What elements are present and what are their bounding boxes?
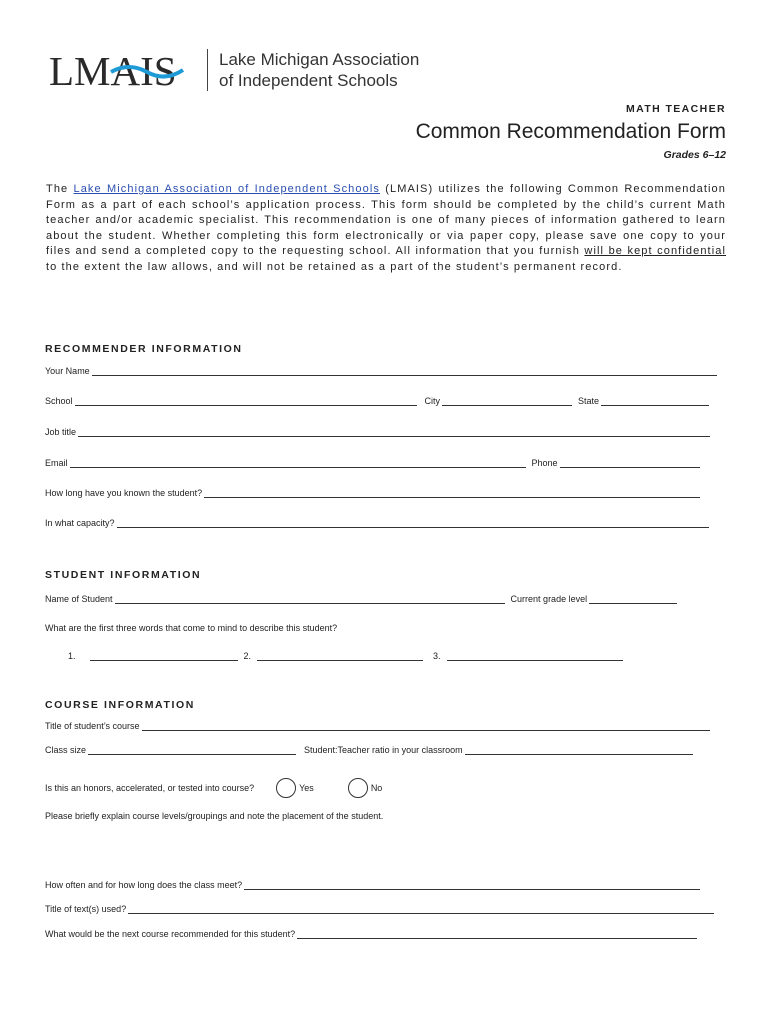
logo-line-1: Lake Michigan Association — [219, 50, 420, 69]
subject-label: MATH TEACHER — [625, 103, 726, 115]
logo-divider — [207, 49, 208, 91]
phone-field[interactable] — [560, 458, 700, 468]
how-often-field[interactable] — [244, 880, 700, 890]
explain-label: Please briefly explain course levels/groupings and note the placement of the student. — [45, 811, 384, 821]
honors-yes-radio[interactable] — [276, 778, 296, 798]
email-label: Email — [45, 458, 68, 468]
honors-yes-label: Yes — [299, 783, 314, 793]
explain-answer-area[interactable] — [45, 828, 725, 872]
capacity-field[interactable] — [117, 518, 709, 528]
class-size-field[interactable] — [88, 745, 296, 755]
honors-no-radio[interactable] — [348, 778, 368, 798]
how-long-row — [45, 488, 725, 498]
course-title-row — [45, 721, 725, 731]
texts-field[interactable] — [128, 904, 714, 914]
logo-text — [219, 49, 419, 91]
school-row — [45, 396, 725, 406]
student-name-label: Name of Student — [45, 594, 113, 604]
course-heading: COURSE INFORMATION — [45, 699, 195, 711]
class-size-label: Class size — [45, 745, 87, 755]
lmais-link[interactable]: Lake Michigan Association of Independent Schools — [73, 183, 380, 195]
school-label: School — [45, 396, 73, 406]
how-often-label: How often and for how long does the class meet? — [45, 880, 243, 890]
capacity-row — [45, 518, 725, 528]
logo-mark-text: LMAIS — [49, 48, 177, 94]
intro-text-2: (LMAIS) utilizes the following Common Recommendation Form as a part of each school’s application process. This form should be completed by the child’s current Math teacher and/or academic specialist. This recommendation is one of many pieces of information gathered to learn about the student. Whether completing this form electronically or via paper copy, please save one copy to your files and send a completed copy to the requesting school. All information that you furnish — [46, 183, 726, 257]
explain-row — [45, 811, 725, 821]
state-label: State — [578, 396, 600, 406]
word-3-field[interactable] — [447, 651, 623, 661]
email-field[interactable] — [70, 458, 526, 468]
next-course-field[interactable] — [297, 929, 697, 939]
student-heading: STUDENT INFORMATION — [45, 569, 202, 581]
texts-row — [45, 904, 725, 914]
student-name-row — [45, 594, 725, 604]
your-name-row — [45, 366, 725, 376]
honors-no-label: No — [370, 783, 383, 793]
how-long-label: How long have you known the student? — [45, 488, 203, 498]
job-title-field[interactable] — [78, 427, 710, 437]
logo-wave-icon — [49, 50, 197, 92]
honors-question: Is this an honors, accelerated, or tested into course? — [45, 783, 255, 793]
word-2-number: 2. — [243, 651, 252, 661]
your-name-label: Your Name — [45, 366, 90, 376]
grades-label: Grades 6–12 — [663, 149, 726, 161]
intro-text-1: The — [46, 183, 74, 195]
intro-paragraph — [46, 182, 726, 275]
texts-label: Title of text(s) used? — [45, 904, 127, 914]
ratio-label: Student:Teacher ratio in your classroom — [304, 745, 463, 755]
word-1-field[interactable] — [90, 651, 238, 661]
job-title-row — [45, 427, 725, 437]
lmais-logo — [49, 50, 197, 92]
city-label: City — [424, 396, 441, 406]
next-course-label: What would be the next course recommended for this student? — [45, 929, 296, 939]
class-size-row — [45, 745, 725, 755]
word-3-number: 3. — [433, 651, 441, 661]
three-words-fields — [68, 651, 688, 661]
school-field[interactable] — [75, 396, 417, 406]
three-words-label: What are the first three words that come to mind to describe this student? — [45, 623, 338, 633]
intro-confidential: will be kept confidential — [584, 245, 726, 257]
job-title-label: Job title — [45, 427, 77, 437]
three-words-row — [45, 623, 725, 633]
city-field[interactable] — [442, 396, 572, 406]
intro-text-3: to the extent the law allows, and will not be retained as a part of the student’s permanent record. — [46, 260, 623, 273]
honors-row — [45, 776, 725, 800]
your-name-field[interactable] — [92, 366, 717, 376]
grade-level-field[interactable] — [589, 594, 677, 604]
course-title-label: Title of student’s course — [45, 721, 140, 731]
ratio-field[interactable] — [465, 745, 693, 755]
phone-label: Phone — [531, 458, 558, 468]
capacity-label: In what capacity? — [45, 518, 115, 528]
recommender-heading: RECOMMENDER INFORMATION — [45, 343, 243, 355]
page-title: Common Recommendation Form — [415, 120, 726, 143]
email-row — [45, 458, 725, 468]
logo-line-2: of Independent Schools — [219, 71, 398, 90]
course-title-field[interactable] — [142, 721, 710, 731]
how-long-field[interactable] — [204, 488, 700, 498]
grade-level-label: Current grade level — [510, 594, 588, 604]
word-2-field[interactable] — [257, 651, 423, 661]
student-name-field[interactable] — [115, 594, 505, 604]
how-often-row — [45, 880, 725, 890]
next-course-row — [45, 929, 725, 939]
state-field[interactable] — [601, 396, 709, 406]
word-1-number: 1. — [68, 651, 76, 661]
